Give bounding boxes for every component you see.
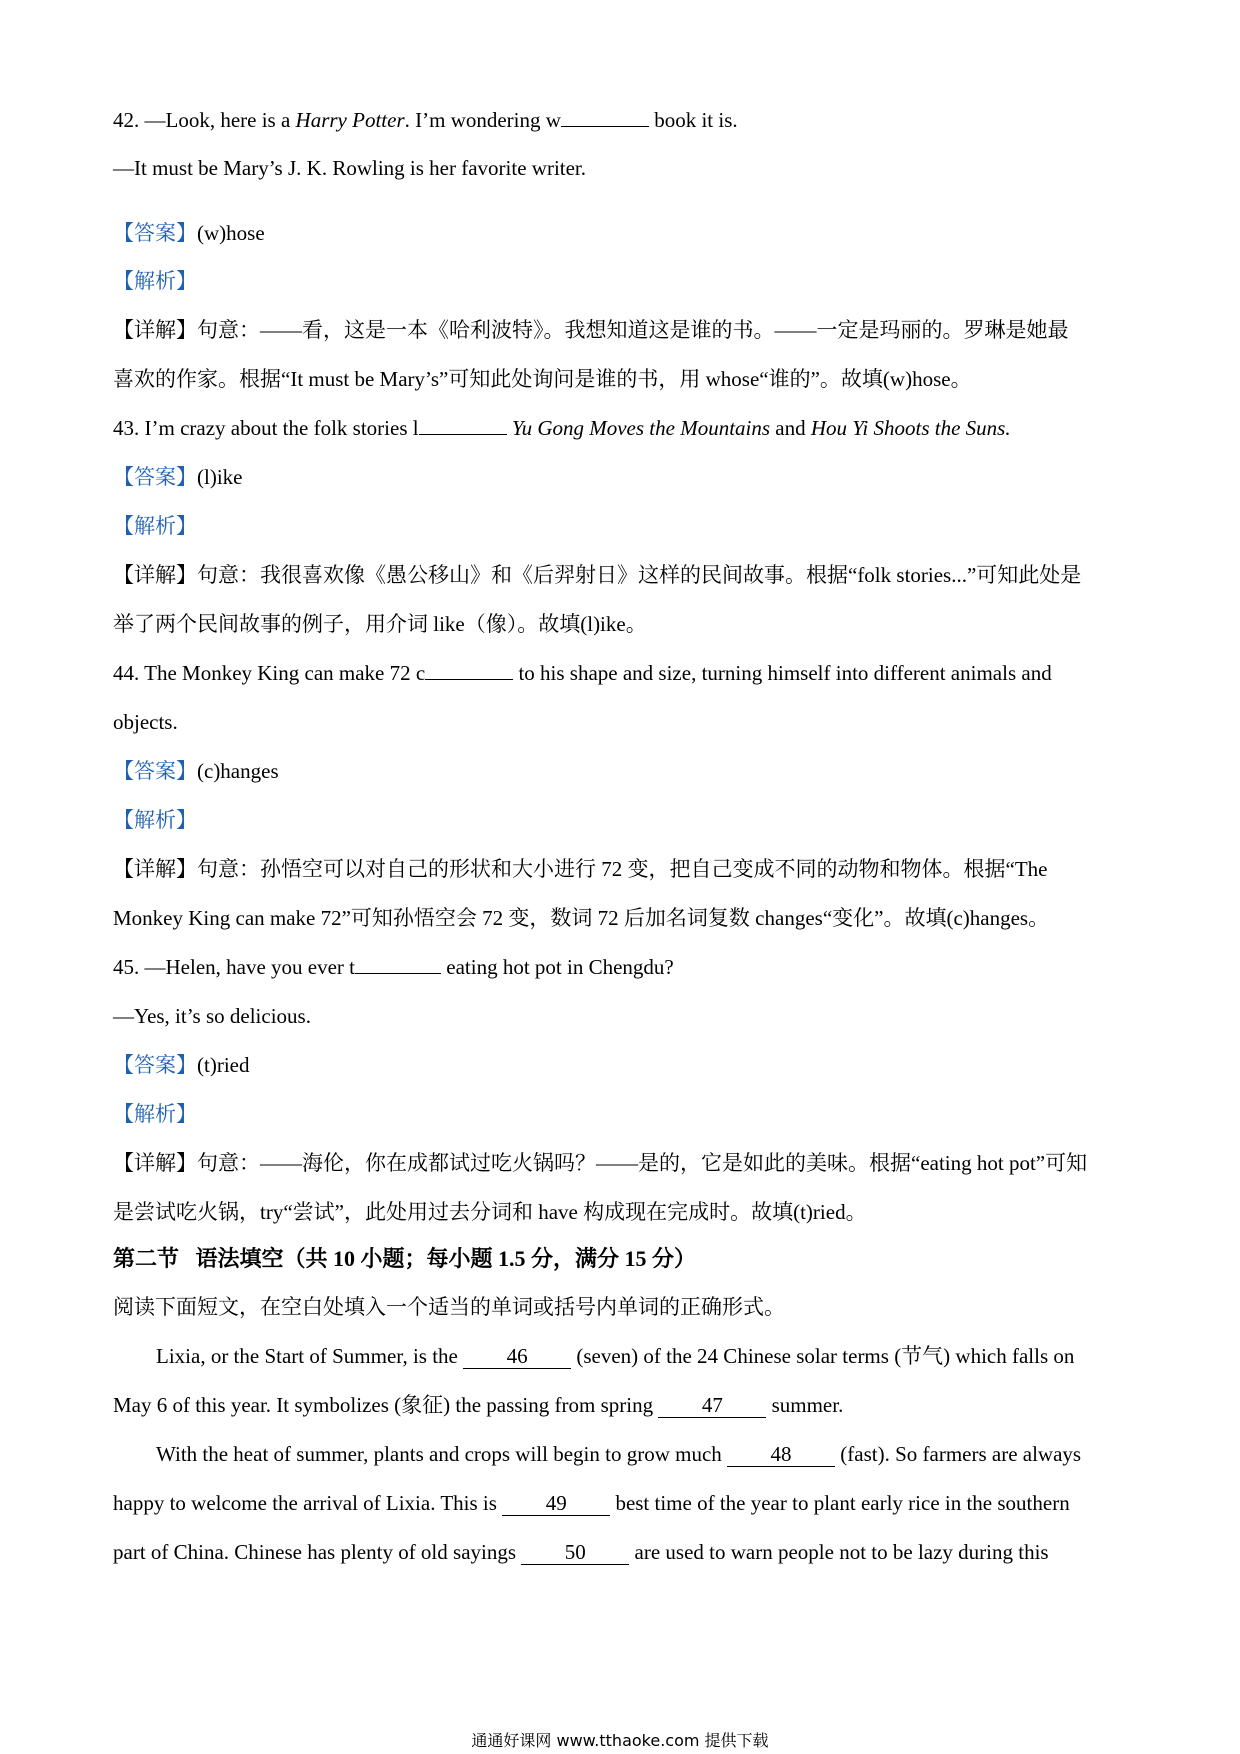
- q44-detail-line2: Monkey King can make 72”可知孙悟空会 72 变，数词 72 后加名词复数 changes“变化”。故填(c)hanges。: [113, 906, 1050, 930]
- passage-text: happy to welcome the arrival of Lixia. This is: [113, 1491, 503, 1515]
- blank-47: 47: [658, 1393, 766, 1418]
- passage-text: are used to warn people not to be lazy during this: [629, 1540, 1049, 1564]
- passage-line4: [113, 1489, 1133, 1517]
- q45-text-b: eating hot pot in Chengdu?: [441, 955, 674, 979]
- detail-tag: 【详解】: [113, 563, 197, 587]
- q42-line1: [113, 106, 1133, 134]
- q43-answer: (l)ike: [197, 465, 243, 489]
- q44-text-b: to his shape and size, turning himself into different animals and: [513, 661, 1052, 685]
- passage-line1: [156, 1342, 1176, 1370]
- q43-text-a: 43. I’m crazy about the folk stories l: [113, 416, 419, 440]
- q43-detail-line2: 举了两个民间故事的例子，用介词 like（像）。故填(l)ike。: [113, 612, 647, 636]
- analysis-tag: 【解析】: [113, 269, 197, 293]
- q42-answer: (w)hose: [197, 221, 265, 245]
- q42-analysis-line: [113, 267, 1133, 295]
- q43-answer-line: [113, 463, 1133, 491]
- answer-tag: 【答案】: [113, 759, 197, 783]
- passage-text: With the heat of summer, plants and crops will begin to grow much: [156, 1442, 728, 1466]
- q42-detail1: 句意：——看，这是一本《哈利波特》。我想知道这是谁的书。——一定是玛丽的。罗琳是她最: [197, 318, 1069, 342]
- detail-tag: 【详解】: [113, 318, 197, 342]
- q45-analysis-line: [113, 1100, 1133, 1128]
- passage-line3: [156, 1440, 1176, 1468]
- passage-text: May 6 of this year. It symbolizes (象征) the passing from spring: [113, 1393, 659, 1417]
- passage-text: (fast). So farmers are always: [835, 1442, 1082, 1466]
- q43-and: and: [770, 416, 811, 440]
- q44-detail1: 句意：孙悟空可以对自己的形状和大小进行 72 变，把自己变成不同的动物和物体。根据“The: [197, 857, 1048, 881]
- q43-line1: [113, 414, 1133, 442]
- q43-title1: Yu Gong Moves the Mountains: [511, 416, 771, 440]
- q44-text-a: 44. The Monkey King can make 72 c: [113, 661, 426, 685]
- q42-book-title: Harry Potter: [295, 108, 405, 132]
- q45-line2: —Yes, it’s so delicious.: [113, 1004, 311, 1028]
- detail-tag: 【详解】: [113, 1151, 197, 1175]
- passage-line5: [113, 1538, 1133, 1566]
- answer-tag: 【答案】: [113, 465, 197, 489]
- q44-analysis-line: [113, 806, 1133, 834]
- q44-answer: (c)hanges: [197, 759, 279, 783]
- q45-detail-line2: 是尝试吃火锅，try“尝试”，此处用过去分词和 have 构成现在完成时。故填(t)ried。: [113, 1200, 867, 1224]
- q42-detail-line2: 喜欢的作家。根据“It must be Mary’s”可知此处询问是谁的书，用 whose“谁的”。故填(w)hose。: [113, 367, 972, 391]
- q44-detail-line1: [113, 855, 1133, 883]
- q43-detail1: 句意：我很喜欢像《愚公移山》和《后羿射日》这样的民间故事。根据“folk stories...”可知此处是: [197, 563, 1082, 587]
- section2-heading-b: 语法填空（共 10 小题；每小题 1.5 分，满分 15 分）: [195, 1246, 697, 1271]
- blank-48: 48: [727, 1442, 835, 1467]
- blank-49: 49: [502, 1491, 610, 1516]
- q44-line1: [113, 659, 1133, 687]
- blank-46: 46: [463, 1344, 571, 1369]
- q43-detail-line1: [113, 561, 1133, 589]
- answer-tag: 【答案】: [113, 1053, 197, 1077]
- q45-detail1: 句意：——海伦，你在成都试过吃火锅吗？——是的，它是如此的美味。根据“eating hot pot”可知: [197, 1151, 1088, 1175]
- detail-tag: 【详解】: [113, 857, 197, 881]
- page-footer: 通通好课网 www.tthaoke.com 提供下载: [471, 1731, 769, 1750]
- passage-text: (seven) of the 24 Chinese solar terms (节气) which falls on: [571, 1344, 1075, 1368]
- q44-blank: [425, 659, 513, 680]
- q45-line1: [113, 953, 1133, 981]
- q42-text-a: 42. —Look, here is a: [113, 108, 296, 132]
- q45-blank: [355, 953, 441, 974]
- q42-text-b: . I’m wondering w: [404, 108, 561, 132]
- q45-answer: (t)ried: [197, 1053, 250, 1077]
- passage-line2: [113, 1391, 1133, 1419]
- q42-blank: [561, 106, 649, 127]
- q45-text-a: 45. —Helen, have you ever t: [113, 955, 356, 979]
- q42-detail-line1: [113, 316, 1133, 344]
- answer-tag: 【答案】: [113, 221, 197, 245]
- q44-answer-line: [113, 757, 1133, 785]
- section2-heading: [113, 1245, 1133, 1273]
- q43-blank: [419, 414, 507, 435]
- analysis-tag: 【解析】: [113, 1102, 197, 1126]
- analysis-tag: 【解析】: [113, 808, 197, 832]
- passage-text: part of China. Chinese has plenty of old sayings: [113, 1540, 522, 1564]
- passage-text: Lixia, or the Start of Summer, is the: [156, 1344, 464, 1368]
- q43-title2: Hou Yi Shoots the Suns.: [810, 416, 1011, 440]
- q43-analysis-line: [113, 512, 1133, 540]
- blank-50: 50: [521, 1540, 629, 1565]
- passage-text: summer.: [766, 1393, 844, 1417]
- q44-line2: objects.: [113, 710, 178, 734]
- q42-line2: —It must be Mary’s J. K. Rowling is her favorite writer.: [113, 156, 587, 180]
- q42-answer-line: [113, 219, 1133, 247]
- q45-detail-line1: [113, 1149, 1133, 1177]
- analysis-tag: 【解析】: [113, 514, 197, 538]
- section2-instruction: 阅读下面短文，在空白处填入一个适当的单词或括号内单词的正确形式。: [113, 1295, 785, 1319]
- section2-heading-a: 第二节: [113, 1246, 180, 1271]
- q42-text-c: book it is.: [648, 108, 738, 132]
- q45-answer-line: [113, 1051, 1133, 1079]
- passage-text: best time of the year to plant early rice in the southern: [610, 1491, 1070, 1515]
